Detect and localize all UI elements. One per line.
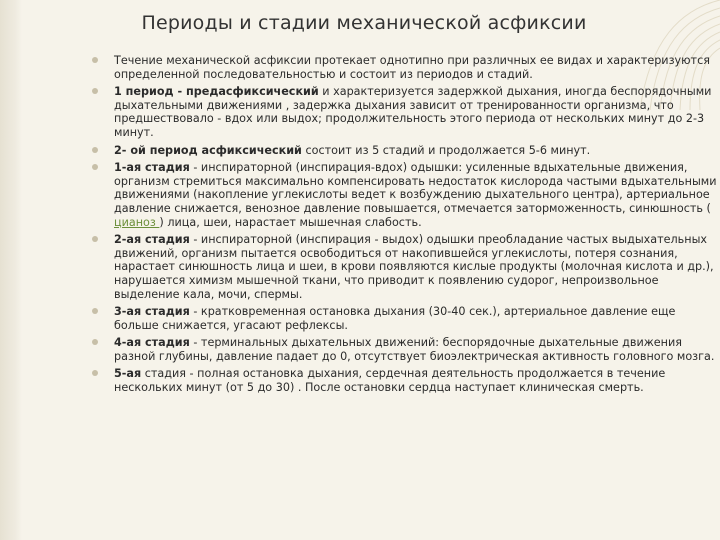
list-item (92, 305, 720, 332)
item-text: - инспираторной (инспирация - выдох) одышки преобладание частых выдыхательных движений, организм пытается освободиться от накопившейся углекислоты, потеря сознания, нарастает синюшность лица и шеи, в крови появляются кислые продукты (молочная кислота и др.), нарушается химизм мышечной ткани, что приводит к появлению судорог, непроизвольное выделение кала, мочи, спермы. (114, 233, 714, 301)
item-lead: 1-ая стадия (114, 161, 190, 175)
list-item (92, 85, 720, 139)
left-edge-shade (0, 0, 22, 540)
bullet-icon (92, 147, 98, 153)
item-lead: 4-ая стадия (114, 336, 190, 350)
cyanosis-link[interactable]: цианоз (114, 215, 160, 229)
list-item (92, 54, 720, 81)
slide-title: Периоды и стадии механической асфиксии (141, 12, 587, 34)
list-item (92, 336, 720, 363)
item-lead: 2- ой период асфиксический (114, 143, 302, 157)
item-text: - кратковременная остановка дыхания (30-40 сек.), артериальное давление еще больше снижается, угасают рефлексы. (114, 305, 676, 332)
bullet-list (92, 54, 720, 399)
bullet-icon (92, 370, 98, 376)
list-item (92, 367, 720, 394)
item-text: состоит из 5 стадий и продолжается 5-6 минут. (301, 143, 591, 157)
bullet-icon (92, 88, 98, 94)
item-lead: 5-ая (114, 367, 142, 381)
item-text: стадия - полная остановка дыхания, сердечная деятельность продолжается в течение нескольких минут (от 5 до 30) . После остановки сердца наступает клиническая смерть. (114, 367, 666, 395)
list-item (92, 233, 720, 301)
bullet-icon (92, 308, 98, 314)
item-text: - терминальных дыхательных движений: беспорядочные дыхательные движения разной глубины, давление падает до 0, отсутствует биоэлектрическая активность головного мозга. (114, 336, 715, 363)
list-item (92, 144, 720, 158)
bullet-icon (92, 236, 98, 242)
item-lead: 1 период - предасфиксический (114, 85, 319, 99)
item-text: и характеризуется задержкой дыхания, иногда беспорядочными дыхательными движениями , задержка дыхания зависит от тренированности организма, что предшествовало - вдох или выдох; продолжительность этого периода от нескольких минут до 2-3 минут. (114, 85, 712, 139)
list-item (92, 161, 720, 229)
item-text: ) лица, шеи, нарастает мышечная слабость. (159, 215, 422, 229)
bullet-icon (92, 57, 98, 63)
bullet-icon (92, 339, 98, 345)
item-text: Течение механической асфиксии протекает однотипно при различных ее видах и характеризуются определенной последовательностью и состоит из периодов и стадий. (114, 54, 710, 81)
item-lead: 3-ая стадия (114, 305, 190, 319)
bullet-icon (92, 164, 98, 170)
item-lead: 2-ая стадия (114, 233, 190, 247)
item-text: - инспираторной (инспирация-вдох) одышки: усиленные вдыхательные движения, организм стремиться максимально компенсировать недостаток кислорода частыми вдыхательными движениями (накопление углекислоты ведет к возбуждению дыхательного центра), артериальное давление снижается, венозное давление повышается, отмечается заторможенность, синюшность ( (114, 161, 717, 215)
